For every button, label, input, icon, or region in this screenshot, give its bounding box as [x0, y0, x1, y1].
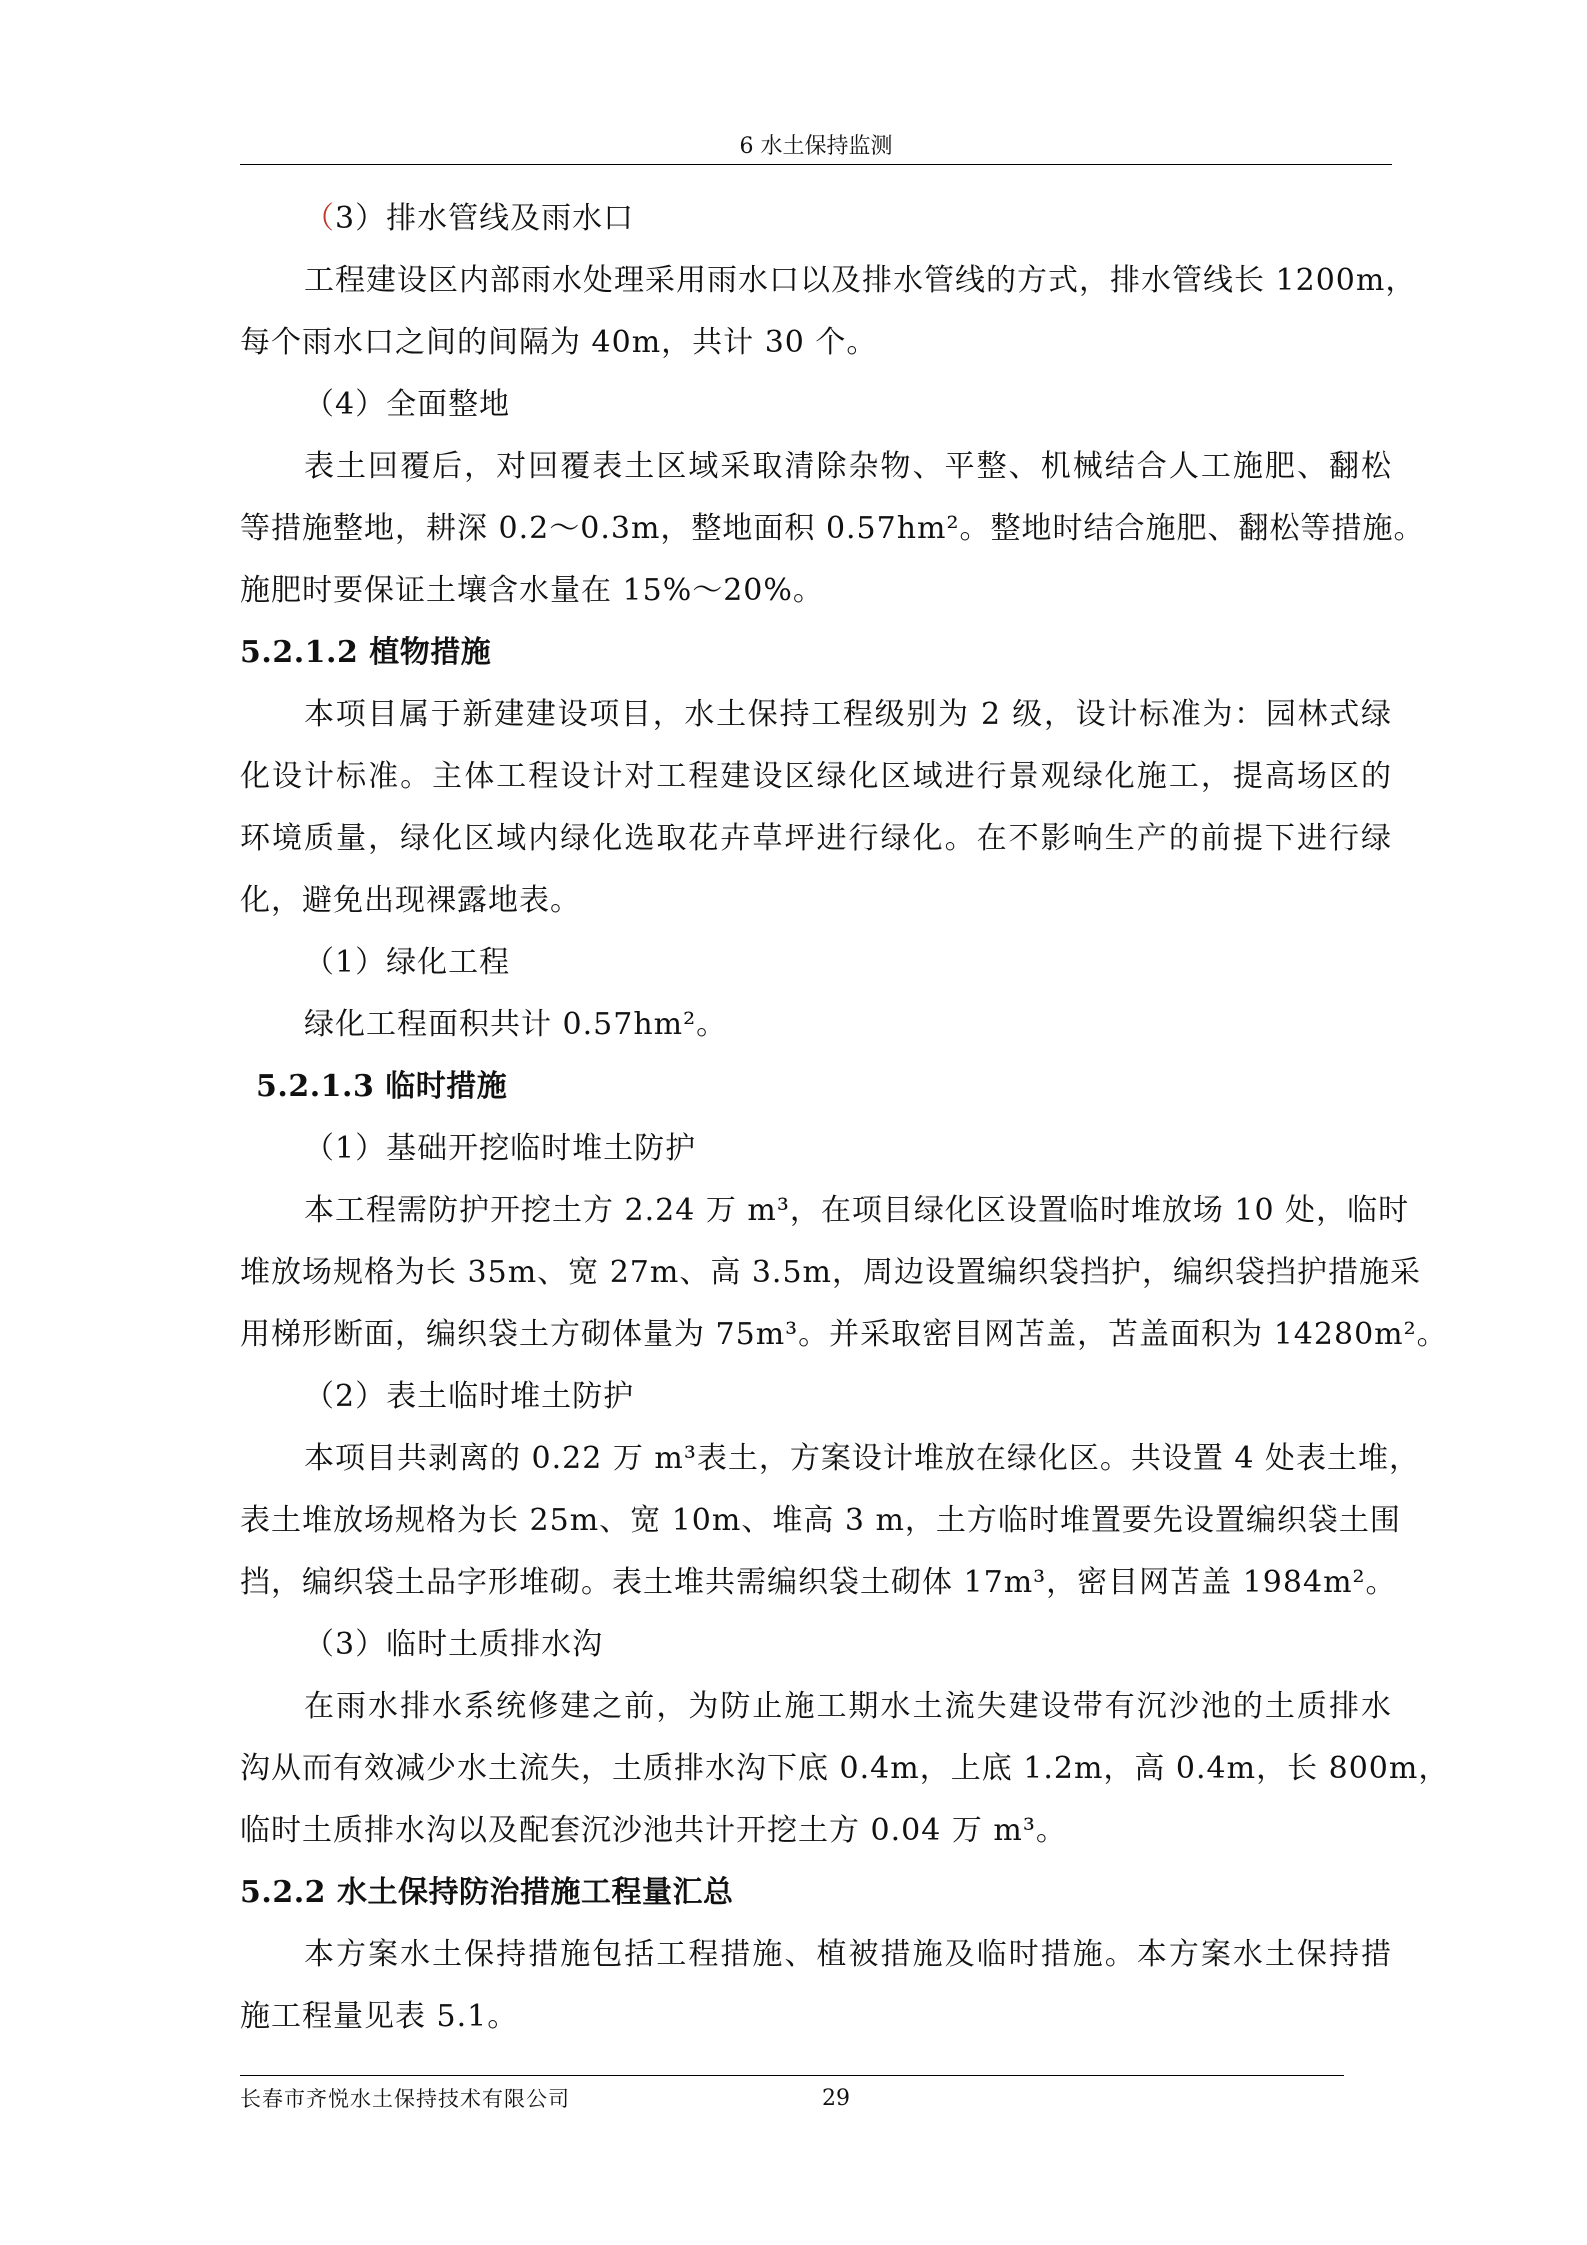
subsection-text: 3）排水管线及雨水口 — [335, 201, 635, 236]
paren-mark: （ — [304, 201, 335, 236]
paragraph-line: 堆放场规格为长 35m、宽 27m、高 3.5m，周边设置编织袋挡护，编织袋挡护措施采 — [240, 1255, 1422, 1290]
paragraph-line: 化设计标准。主体工程设计对工程建设区绿化区域进行景观绿化施工，提高场区的 — [240, 759, 1392, 794]
subsection-title — [240, 188, 1392, 250]
paragraph-line: 表土回覆后，对回覆表土区域采取清除杂物、平整、机械结合人工施肥、翻松 — [304, 449, 1392, 484]
paragraph-line: 表土堆放场规格为长 25m、宽 10m、堆高 3 m，土方临时堆置要先设置编织袋土围 — [240, 1503, 1401, 1538]
paragraph-line: 临时土质排水沟以及配套沉沙池共计开挖土方 0.04 万 m³。 — [240, 1813, 1067, 1848]
paragraph-line: 每个雨水口之间的间隔为 40m，共计 30 个。 — [240, 325, 878, 360]
subsection-title: （3）临时土质排水沟 — [304, 1627, 604, 1662]
subsection-title: （1）绿化工程 — [304, 945, 511, 980]
paragraph-line: 用梯形断面，编织袋土方砌体量为 75m³。并采取密目网苫盖，苫盖面积为 14280m²。 — [240, 1317, 1448, 1352]
paragraph-line: 挡，编织袋土品字形堆砌。表土堆共需编织袋土砌体 17m³，密目网苫盖 1984m²。 — [240, 1565, 1397, 1600]
section-heading: 5.2.1.3 临时措施 — [256, 1069, 508, 1104]
page-number: 29 — [822, 2086, 850, 2111]
footer-rule — [240, 2075, 1344, 2076]
paragraph-line: 本项目属于新建建设项目，水土保持工程级别为 2 级，设计标准为：园林式绿 — [304, 697, 1392, 732]
paragraph-line: 工程建设区内部雨水处理采用雨水口以及排水管线的方式，排水管线长 1200m， — [304, 263, 1417, 298]
paragraph-line: 化，避免出现裸露地表。 — [240, 883, 581, 918]
subsection-title: （2）表土临时堆土防护 — [304, 1379, 635, 1414]
paragraph-line: 在雨水排水系统修建之前，为防止施工期水土流失建设带有沉沙池的土质排水 — [304, 1689, 1392, 1724]
header-rule — [240, 164, 1392, 165]
section-heading: 5.2.1.2 植物措施 — [240, 635, 492, 670]
paragraph-line: 施肥时要保证土壤含水量在 15%～20%。 — [240, 573, 824, 608]
paragraph-line: 施工程量见表 5.1。 — [240, 1999, 519, 2034]
paragraph-line: 沟从而有效减少水土流失，土质排水沟下底 0.4m，上底 1.2m，高 0.4m，长 800m， — [240, 1751, 1450, 1786]
footer-company: 长春市齐悦水土保持技术有限公司 — [240, 2087, 570, 2111]
paragraph-line: 环境质量，绿化区域内绿化选取花卉草坪进行绿化。在不影响生产的前提下进行绿 — [240, 821, 1392, 856]
paragraph-line: 等措施整地，耕深 0.2～0.3m，整地面积 0.57hm²。整地时结合施肥、翻松等措施。 — [240, 511, 1425, 546]
paragraph-line: 本工程需防护开挖土方 2.24 万 m³，在项目绿化区设置临时堆放场 10 处，临时 — [304, 1193, 1410, 1228]
document-body — [240, 188, 1450, 2048]
section-heading: 5.2.2 水土保持防治措施工程量汇总 — [240, 1875, 734, 1910]
subsection-title: （1）基础开挖临时堆土防护 — [304, 1131, 697, 1166]
page-header: 6 水土保持监测 — [739, 134, 893, 159]
paragraph-line: 本项目共剥离的 0.22 万 m³表土，方案设计堆放在绿化区。共设置 4 处表土堆， — [304, 1441, 1421, 1476]
subsection-title: （4）全面整地 — [304, 387, 511, 422]
paragraph-line: 绿化工程面积共计 0.57hm²。 — [304, 1007, 728, 1042]
paragraph-line: 本方案水土保持措施包括工程措施、植被措施及临时措施。本方案水土保持措 — [304, 1937, 1392, 1972]
